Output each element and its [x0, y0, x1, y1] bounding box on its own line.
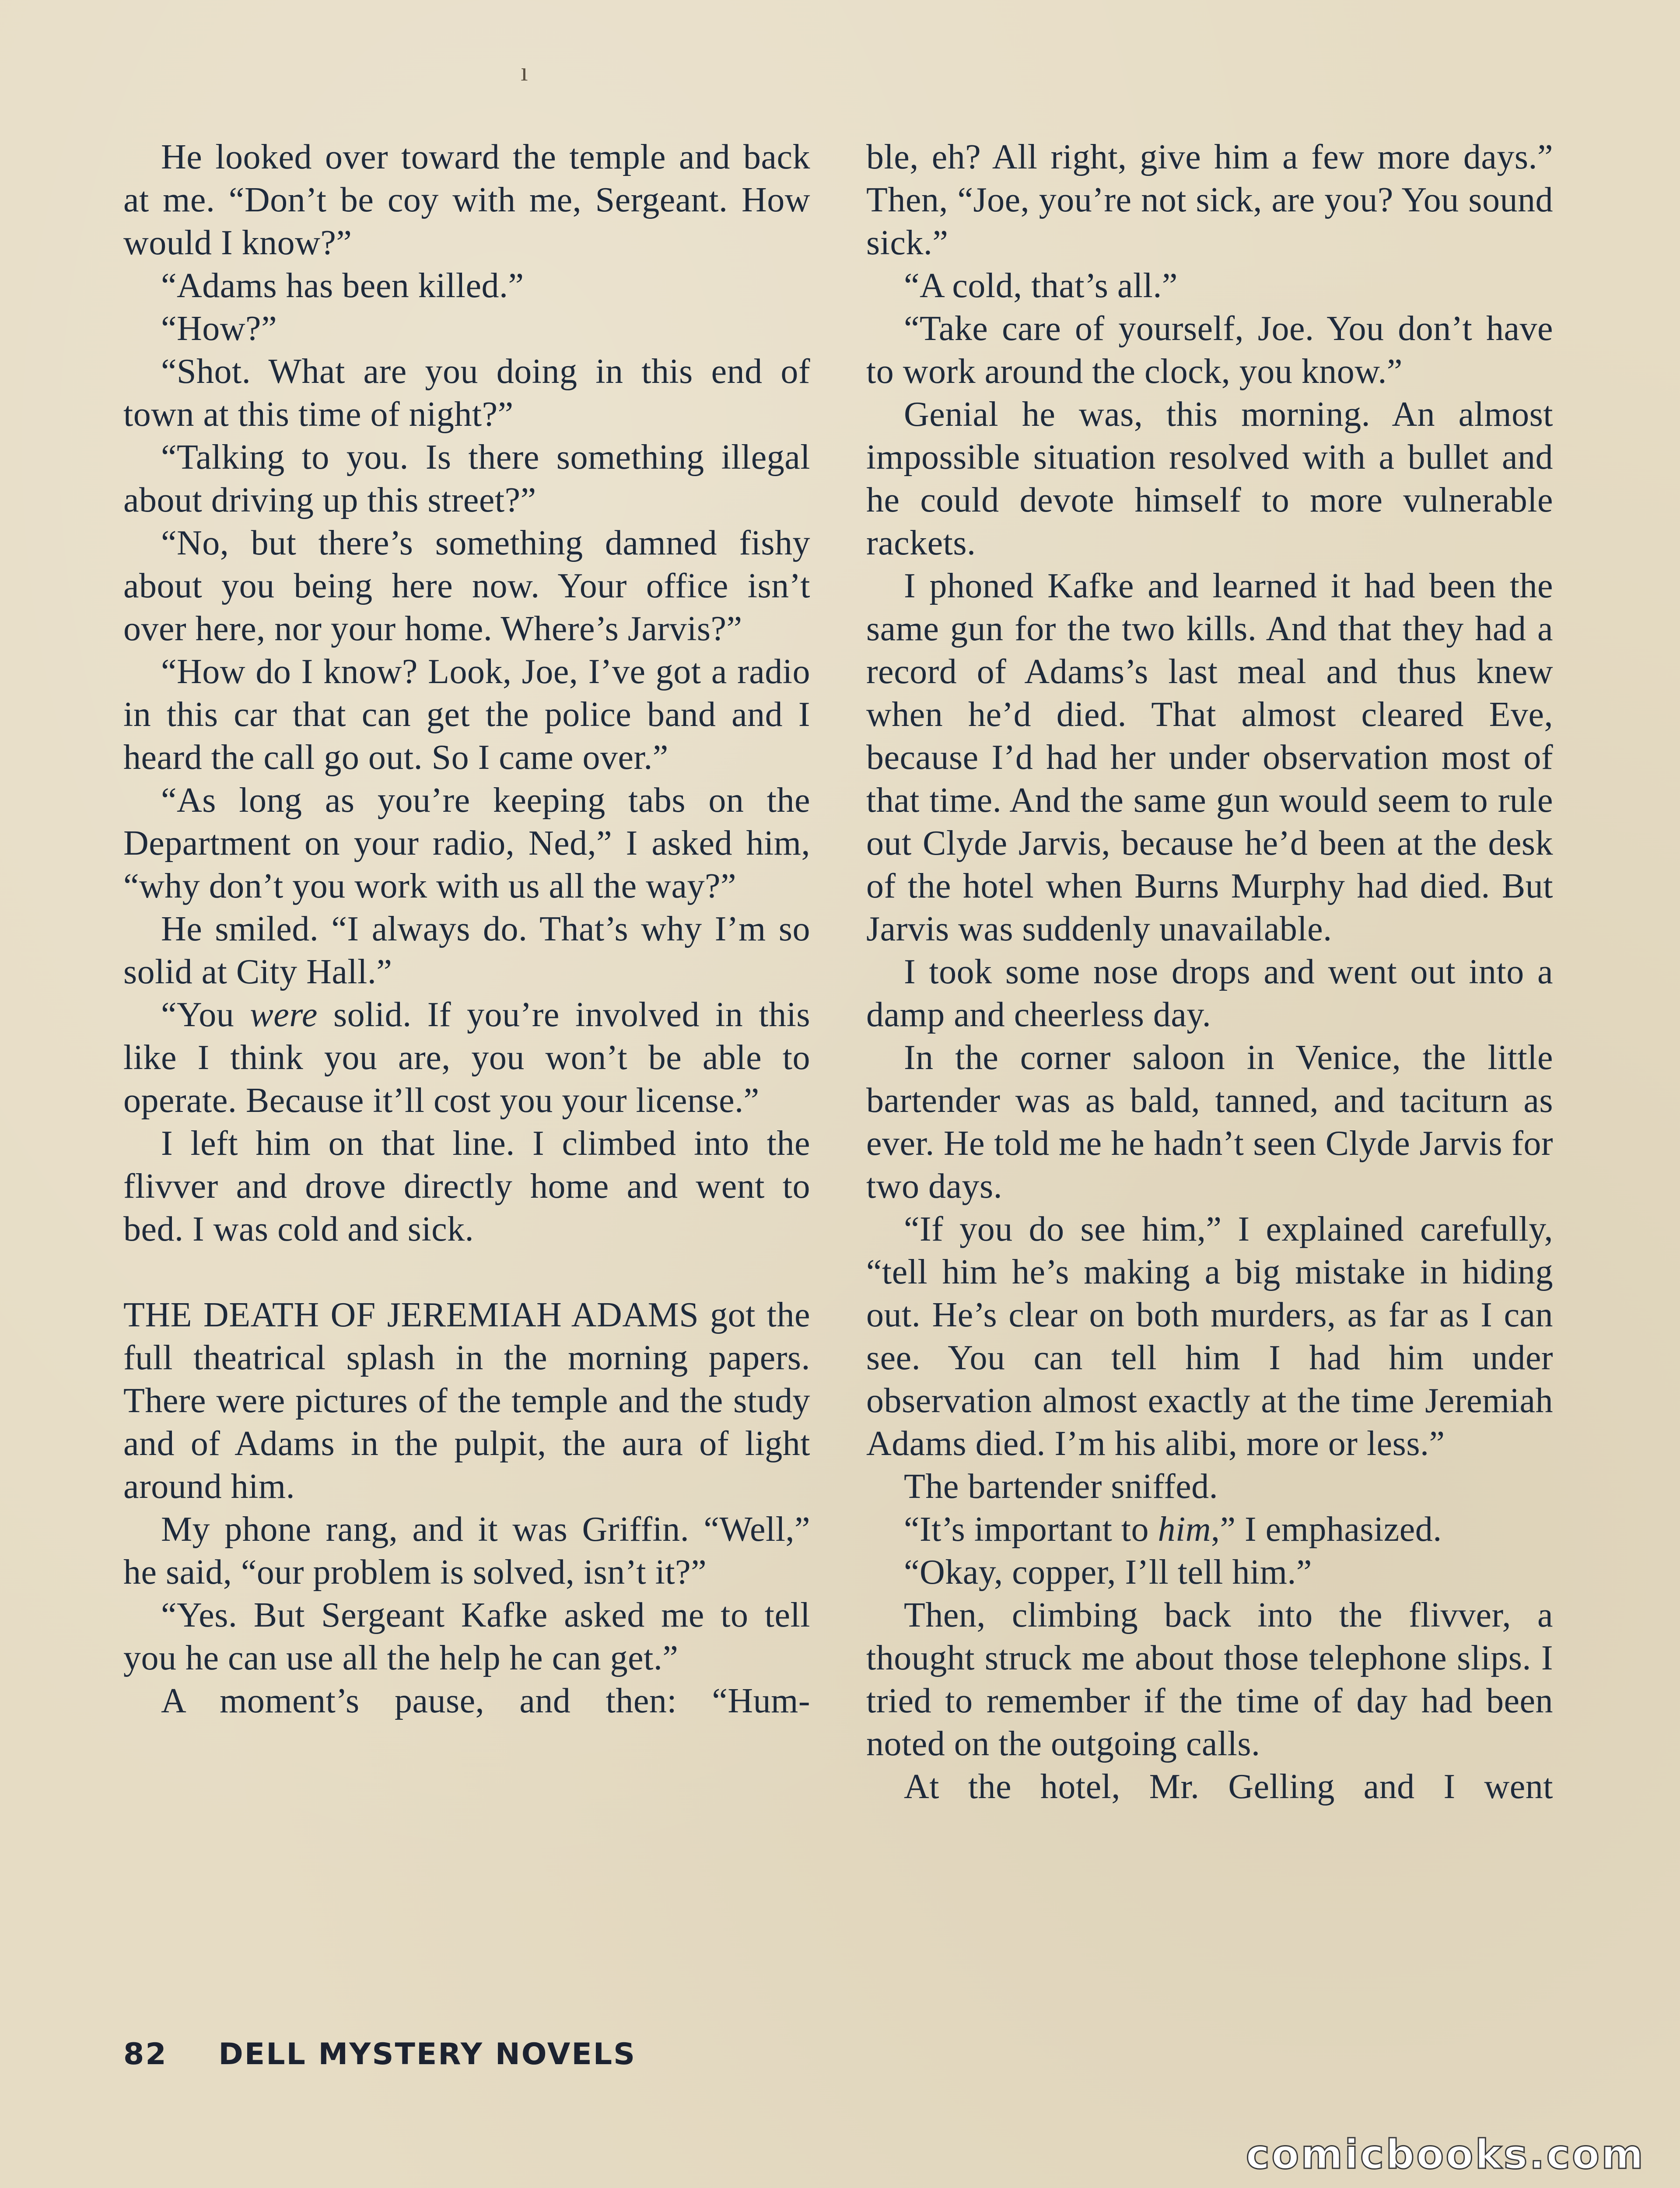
paragraph: I phoned Kafke and learned it had been the same gun for the two kills. And that they had a record of Adams’s last meal and thus knew when he’d died. That almost cleared Eve, because I’d had her under observation most of that time. And the same gun would seem to rule out Clyde Jarvis, because he’d been at the desk of the hotel when Burns Murphy had died. But Jarvis was suddenly unavailable. [866, 567, 1553, 948]
paragraph-with-emphasis [123, 993, 810, 1122]
paragraph: He looked over toward the temple and back at me. “Don’t be coy with me, Sergeant. How would I know?” [123, 138, 810, 262]
paragraph: “Shot. What are you doing in this end of town at this time of night?” [123, 352, 810, 434]
paragraph: I left him on that line. I climbed into the flivver and drove directly home and went to bed. I was cold and sick. [123, 1124, 810, 1248]
page-number: 82 [123, 2037, 168, 2072]
paragraph: My phone rang, and it was Griffin. “Well,” he said, “our problem is solved, isn’t it?” [123, 1510, 810, 1592]
page-footer [123, 2037, 636, 2072]
paragraph: “How do I know? Look, Joe, I’ve got a radio in this car that can get the police band and I heard the call go out. So I came over.” [123, 652, 810, 777]
paragraph: “No, but there’s something damned fishy about you being here now. Your office isn’t over here, nor your home. Where’s Jarvis?” [123, 524, 810, 648]
text-run: “You [161, 996, 250, 1034]
paragraph: In the corner saloon in Venice, the little bartender was as bald, tanned, and taciturn as ever. He told me he hadn’t seen Clyde Jarvis for two days. [866, 1038, 1553, 1206]
left-text-column [123, 136, 810, 1722]
paragraph: “Yes. But Sergeant Kafke asked me to tell you he can use all the help he can get.” [123, 1596, 810, 1677]
paragraph: The bartender sniffed. [904, 1467, 1218, 1506]
paragraph-with-emphasis [866, 1508, 1553, 1551]
paragraph: I took some nose drops and went out into a damp and cheerless day. [866, 953, 1553, 1034]
paragraph: A moment’s pause, and then: “Hum- [161, 1682, 810, 1720]
text-run: ,” I emphasized. [1211, 1510, 1442, 1549]
paragraph: Then, climbing back into the flivver, a thought struck me about those telephone slips. I tried to remember if the time of day had been noted on the outgoing calls. [866, 1596, 1553, 1763]
text-run: solid. If you’re involved in this like I think you are, you won’t be able to operate. Because it’ll cost you your license.” [123, 996, 810, 1120]
section-opening-paragraph: THE DEATH OF JEREMIAH ADAMS got the full theatrical splash in the morning papers. There were pictures of the temple and the study and of Adams in the pulpit, the aura of light around him. [123, 1296, 810, 1506]
paragraph: “Adams has been killed.” [161, 266, 524, 305]
paragraph: “How?” [161, 309, 277, 348]
paragraph: “A cold, that’s all.” [904, 266, 1178, 305]
paragraph: “Okay, copper, I’ll tell him.” [904, 1553, 1312, 1592]
paragraph: At the hotel, Mr. Gelling and I went [904, 1767, 1553, 1806]
paragraph: “Talking to you. Is there something illegal about driving up this street?” [123, 438, 810, 519]
text-run: “It’s important to [904, 1510, 1158, 1549]
paragraph: “As long as you’re keeping tabs on the Department on your radio, Ned,” I asked him, “why don’t you work with us all the way?” [123, 781, 810, 905]
site-watermark: comicbooks.com [1246, 2131, 1645, 2178]
emphasized-word: were [250, 996, 318, 1034]
continued-paragraph: ble, eh? All right, give him a few more days.” Then, “Joe, you’re not sick, are you? You sound sick.” [866, 138, 1553, 262]
emphasized-word: him [1158, 1510, 1211, 1549]
paragraph: Genial he was, this morning. An almost impossible situation resolved with a bullet and he could devote himself to more vulnerable rackets. [866, 395, 1553, 562]
page-top-mark: ı [521, 57, 528, 86]
right-text-column [866, 136, 1553, 1808]
publication-name: DELL MYSTERY NOVELS [218, 2037, 637, 2072]
paragraph: He smiled. “I always do. That’s why I’m so solid at City Hall.” [123, 910, 810, 991]
paragraph: “Take care of yourself, Joe. You don’t have to work around the clock, you know.” [866, 309, 1553, 391]
paragraph: “If you do see him,” I explained carefully, “tell him he’s making a big mistake in hiding out. He’s clear on both murders, as far as I can see. You can tell him I had him under observation almost exactly at the time Jeremiah Adams died. I’m his alibi, more or less.” [866, 1210, 1553, 1463]
